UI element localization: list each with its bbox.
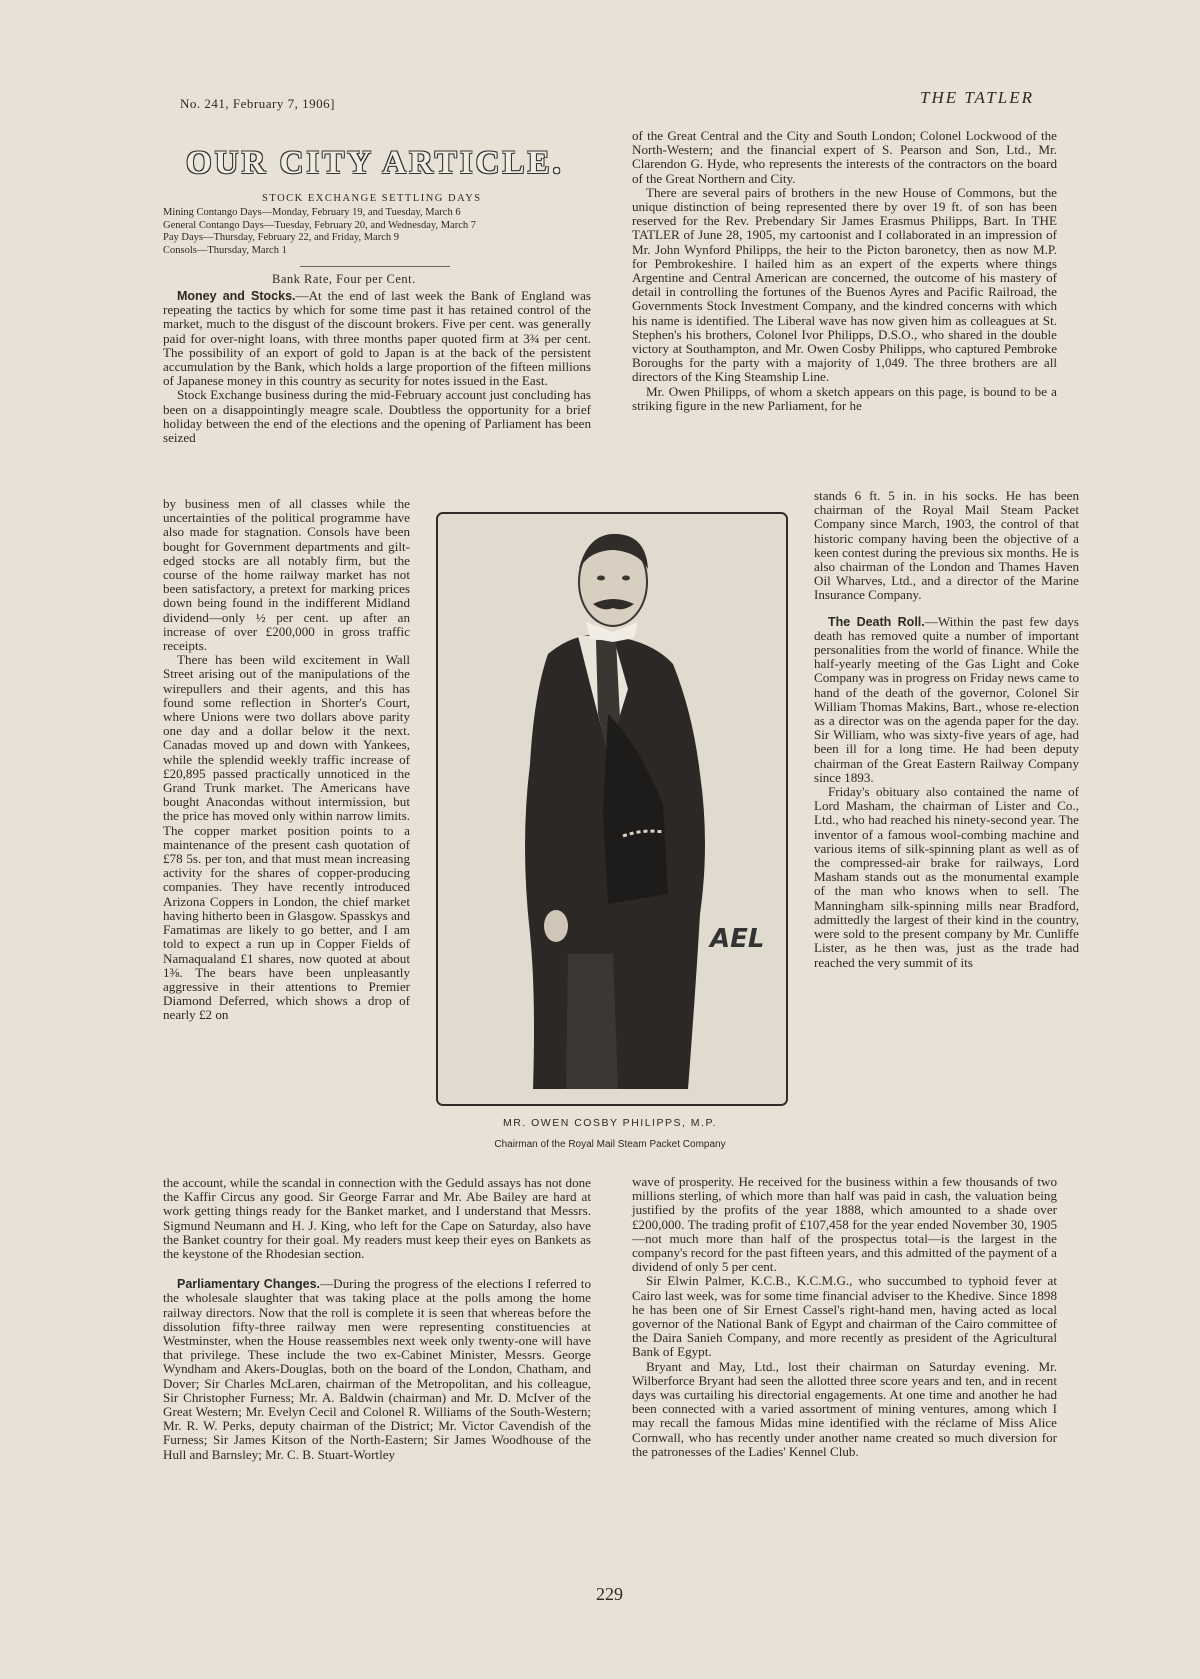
- illustration-caption-name: MR. OWEN COSBY PHILIPPS, M.P.: [502, 1117, 718, 1129]
- settling-day-item: Pay Days—Thursday, February 22, and Friday, March 9: [163, 232, 400, 243]
- magazine-name: THE TATLER: [920, 88, 1034, 107]
- paragraph: [814, 615, 1079, 785]
- paragraph: There has been wild excitement in Wall Street arising out of the manipulations of the wirepullers and their agents, and this has found some reflection in Shorter's Court, where Unions were two dollars above parity one day and a dollar below it the next. Canadas moved up and down with Yankees, while the splendid weekly traffic increase of £20,895 passed practically unnoticed in the Grand Trunk market. The Americans have bought Anacondas without intermission, but the price has moved only within narrow limits. The copper market position points to a maintenance of the present cash quotation of £78 5s. per ton, and that must mean increasing activity for the shares of copper-producing companies. They have recently introduced Arizona Coppers in London, the chief market having hitherto been in Glasgow. Spasskys and Famatimas are likely to go better, and I am told to expect a run up in Copper Fields of Namaqualand £1 shares, now quoted at about 1⅜. The bears have been unpleasantly aggressive in their attentions to Premier Diamond Deferred, which shows a drop of nearly £2 on: [163, 652, 410, 1023]
- divider-rule: [300, 266, 450, 267]
- column-one-lower: [163, 1176, 591, 1462]
- settling-days-list: [163, 207, 593, 257]
- paragraph: the account, while the scandal in connection with the Geduld assays has not done the Kaffir Circus any good. Sir George Farrar and Mr. Abe Bailey are hard at work getting things ready for the Banket market, and I understand that Messrs. Sigmund Neumann and H. J. King, who left for the Cape on Saturday, also have the Banket country for their goal. My readers must keep their eyes on Bankets as the keystone of the Rhodesian section.: [163, 1175, 591, 1262]
- paragraph: by business men of all classes while the uncertainties of the political programme have also made for stagnation. Consols have been bought for Government departments and gilt-edged stocks are all notably firm, but the course of the home railway market has not been satisfactory, a pretext for marking prices down being found in the indifferent Midland dividend—only ½ per cent. up after an increase of over £200,000 in gross traffic receipts.: [163, 496, 410, 654]
- paragraph: wave of prosperity. He received for the business within a few thousands of two millions sterling, of which more than half was paid in cash, the valuation being justified by the profits of the year 1888, which amounted to a shade over £200,000. The trading profit of £107,458 for the year ended November 30, 1905—not much more than half of the prospectus total—is the largest in the company's record for the past fifteen years, and this admitted of the payment of a dividend of only 5 per cent.: [632, 1174, 1057, 1275]
- portrait-illustration: [436, 512, 788, 1106]
- paragraph: Sir Elwin Palmer, K.C.B., K.C.M.G., who succumbed to typhoid fever at Cairo last week, was for some time financial adviser to the Khedive. Since 1898 he has been one of Sir Ernest Cassel's right-hand men, having acted as local governor of the National Bank of Egypt and chairman of the Cairo committee of the Daira Sanieh Company, and more recently as president of the Agricultural Bank of Egypt.: [632, 1273, 1057, 1360]
- paragraph: of the Great Central and the City and South London; Colonel Lockwood of the North-Western; and the financial expert of S. Pearson and Son, Ltd., Mr. Clarendon G. Hyde, who represents the interests of the contractors on the board of the Great Northern and City.: [632, 128, 1057, 186]
- column-one-upper: [163, 289, 591, 445]
- issue-line: No. 241, February 7, 1906]: [180, 96, 335, 111]
- paragraph: Friday's obituary also contained the name of Lord Masham, the chairman of Lister and Co., Ltd., who had reached his ninety-second year. The inventor of a famous wool-combing machine and various items of silk-spinning plant as well as of the compressed-air brake for railways, Lord Masham stands out as the monumental example of the man who knows when to sell. The Manningham silk-spinning mills near Bradford, admittedly the largest of their kind in the country, were sold to the present company by Mr. Cunliffe Lister, as he then was, just as the trade had reached the very summit of its: [814, 784, 1079, 970]
- settling-days-heading: STOCK EXCHANGE SETTLING DAYS: [262, 193, 482, 204]
- settling-day-item: Consols—Thursday, March 1: [163, 244, 287, 256]
- paragraph: [163, 1277, 591, 1462]
- article-title: OUR CITY ARTICLE.: [186, 145, 564, 181]
- paragraph: There are several pairs of brothers in the new House of Commons, but the unique distinction of being represented there by over 19 ft. of son has been reserved for the Rev. Prebendary Sir James Erasmus Philipps, Bart. In THE TATLER of June 28, 1905, my cartoonist and I collaborated in an impression of Mr. John Wynford Philipps, the heir to the Picton baronetcy, then as now M.P. for Pembrokeshire. I hailed him as an expert of the experts where things Argentine and Central American are concerned, the outcome of his mastery of detail in controlling the fortunes of the Buenos Ayres and Pacific Railroad, the Governments Stock Investment Company, and the kindred concerns with which his name is identified. The Liberal wave has now given him as colleagues at St. Stephen's his brothers, Colonel Ivor Philipps, D.S.O., who shared in the double victory at Southampton, and Mr. Owen Cosby Philipps, who captured Pembroke Boroughs for the party with a majority of 1,049. The three brothers are all directors of the King Steamship Line.: [632, 184, 1057, 385]
- bank-rate: Bank Rate, Four per Cent.: [272, 272, 416, 286]
- settling-day-item: General Contango Days—Tuesday, February 20, and Wednesday, March 7: [163, 219, 477, 231]
- illustration-caption-subtitle: Chairman of the Royal Mail Steam Packet Company: [494, 1139, 726, 1150]
- paragraph: [163, 289, 591, 388]
- page-number: 229: [596, 1584, 623, 1604]
- paragraph-text: —Within the past few days death has removed quite a number of important personalities from the world of finance. While the half-yearly meeting of the Gas Light and Coke Company was in progress on Friday news came to hand of the death of the governor, Colonel Sir William Thomas Makins, Bart., whose re-election as a director was on the agenda paper for the day. Sir William, who was sixty-five years of age, had been ill for a long time. He had been deputy chairman of the Great Eastern Railway Company since 1893.: [814, 613, 1079, 785]
- settling-day-item: Mining Contango Days—Monday, February 19, and Tuesday, March 6: [163, 207, 461, 218]
- column-two-narrow: [814, 489, 1079, 970]
- column-two-lower: [632, 1175, 1057, 1459]
- paragraph-text: —At the end of last week the Bank of England was repeating the tactics by which for some time past it has retained control of the market, much to the disgust of the discount brokers. Five per cent. was generally paid for over-night loans, with three months paper quoted firm at 3¾ per cent. The possibility of an export of gold to Japan is at the back of the persistent accumulation by the Bank, which holds a large proportion of the fifteen millions of Japanese money in this country as security for notes issued in the East.: [163, 288, 591, 389]
- column-two-upper: [632, 129, 1057, 413]
- section-lead-money: Money and Stocks.: [177, 289, 296, 303]
- artist-signature: AEL: [710, 924, 765, 954]
- paragraph: Mr. Owen Philipps, of whom a sketch appears on this page, is bound to be a striking figure in the new Parliament, for he: [632, 383, 1057, 413]
- paragraph: Bryant and May, Ltd., lost their chairman on Saturday evening. Mr. Wilberforce Bryant had seen the allotted three score years and ten, and in recent days was curtailing his directorial engagements. At one time and another he had been connected with a varied assortment of mining ventures, among which I may recall the famous Midas mine identified with the réclame of Miss Alice Cornwall, who has recently under another name created so much diversion for the patronesses of the Ladies' Kennel Club.: [632, 1358, 1057, 1459]
- paragraph-text: —During the progress of the elections I referred to the wholesale slaughter that was taking place at the polls among the home railway directors. Now that the roll is complete it is seen that whereas before the dissolution fifty-three railway men were representing constituencies at Westminster, when the House reassembles next week only twenty-one will have that privilege. These include the two ex-Cabinet Minister, Messrs. George Wyndham and Akers-Douglas, both on the board of the London, Chatham, and Dover; Sir Charles McLaren, chairman of the Metropolitan, and his colleague, Sir Christopher Furness; Mr. A. Baldwin (chairman) and Mr. D. McIver of the Great Western; Mr. Evelyn Cecil and Colonel R. Williams of the South-Western; Mr. R. W. Perks, deputy chairman of the District; Mr. Victor Cavendish of the Furness; Sir James Kitson of the North-Eastern; Sir James Woodhouse of the Hull and Barnsley; Mr. C. B. Stuart-Wortley: [163, 1276, 591, 1462]
- paragraph: Stock Exchange business during the mid-February account just concluding has been on a disappointingly meagre scale. Doubtless the opportunity for a brief holiday between the end of the elections and the opening of Parliament has been seized: [163, 387, 591, 446]
- section-lead-death-roll: The Death Roll.: [828, 614, 925, 629]
- portrait-sketch: [438, 514, 786, 1104]
- paragraph: stands 6 ft. 5 in. in his socks. He has been chairman of the Royal Mail Steam Packet Company since March, 1903, the control of that historic company having been the objective of a keen contest during the previous six months. He is also chairman of the London and Thames Haven Oil Wharves, Ltd., and a director of the Marine Insurance Company.: [814, 488, 1079, 603]
- section-lead-parliament: Parliamentary Changes.: [177, 1277, 321, 1292]
- column-one-narrow: [163, 497, 410, 1023]
